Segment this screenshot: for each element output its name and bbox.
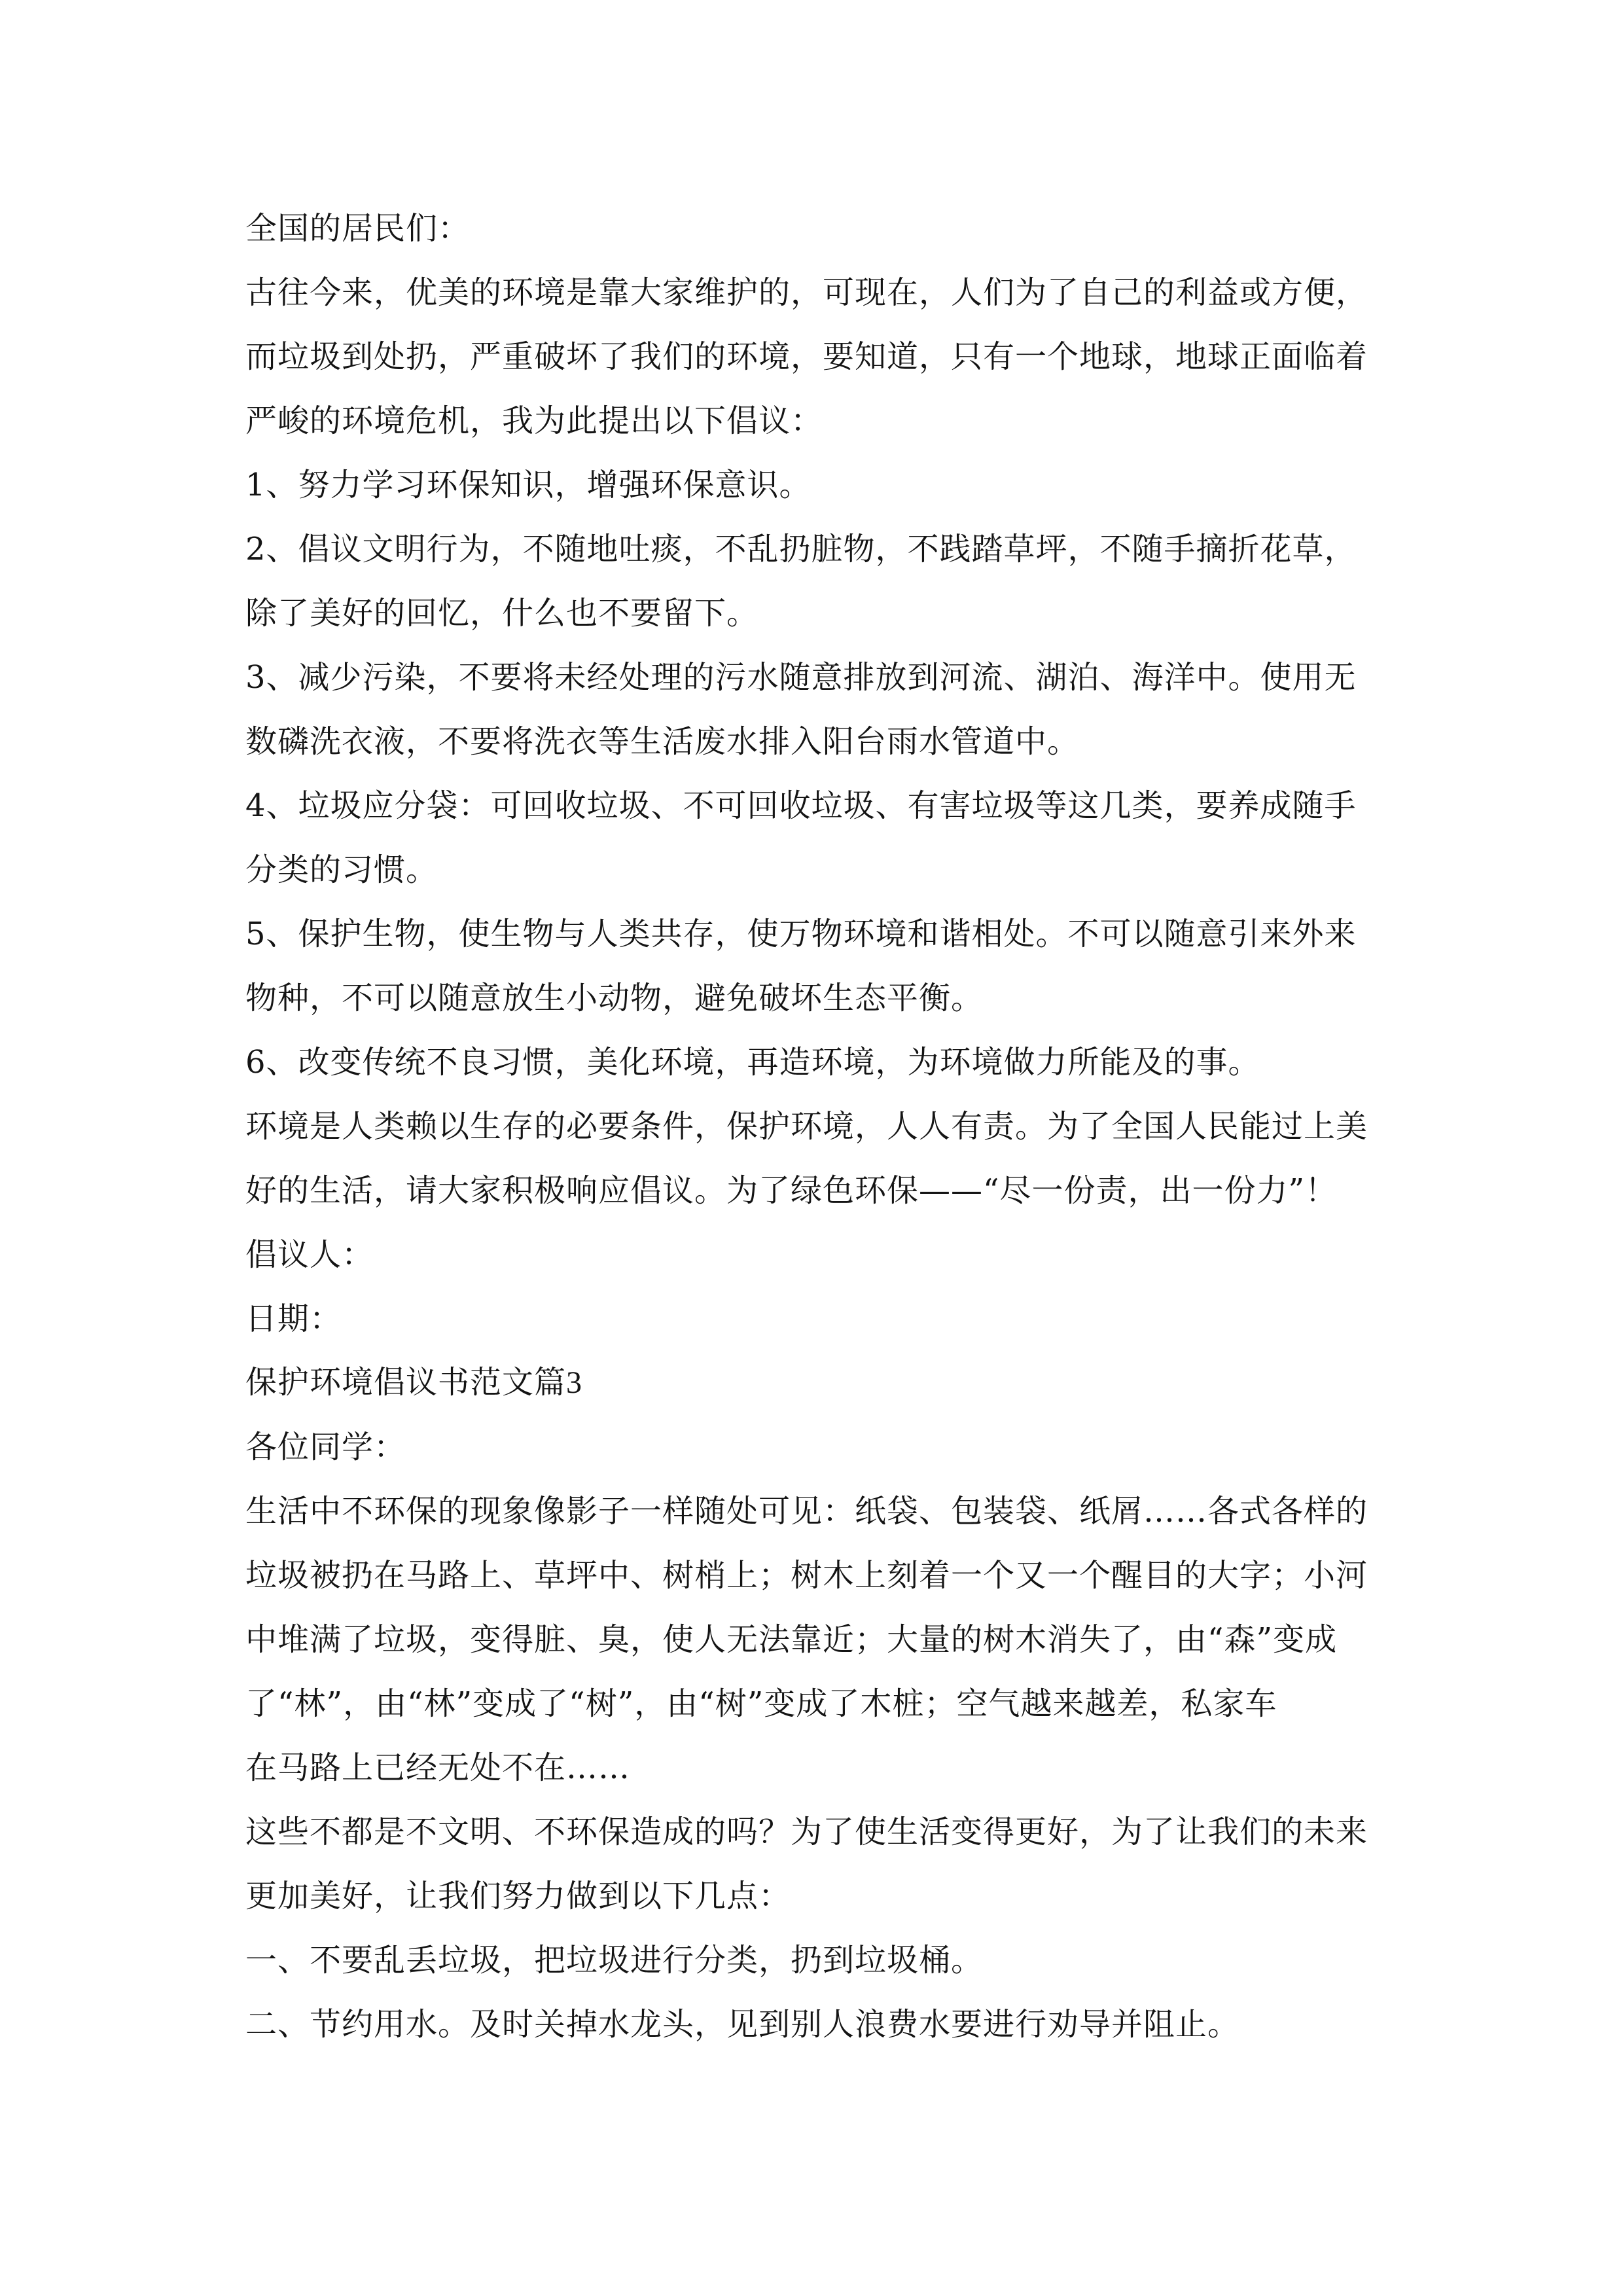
body-line: 而垃圾到处扔，严重破坏了我们的环境，要知道，只有一个地球，地球正面临着 bbox=[245, 338, 1368, 375]
greeting-line: 各位同学： bbox=[245, 1429, 406, 1465]
body-line: 更加美好，让我们努力做到以下几点： bbox=[245, 1878, 791, 1914]
body-line: 了“林”，由“林”变成了“树”，由“树”变成了木桩；空气越来越差，私家车 bbox=[245, 1685, 1277, 1722]
signature-label: 倡议人： bbox=[245, 1236, 374, 1273]
document-page bbox=[245, 196, 1397, 2056]
list-item: 5、保护生物，使生物与人类共存，使万物环境和谐相处。不可以随意引来外来 bbox=[245, 916, 1357, 952]
list-item: 6、改变传统不良习惯，美化环境，再造环境，为环境做力所能及的事。 bbox=[245, 1044, 1260, 1081]
list-item: 除了美好的回忆，什么也不要留下。 bbox=[245, 595, 759, 632]
list-item: 4、垃圾应分袋：可回收垃圾、不可回收垃圾、有害垃圾等这几类，要养成随手 bbox=[245, 787, 1357, 824]
list-item: 二、节约用水。及时关掉水龙头，见到别人浪费水要进行劝导并阻止。 bbox=[245, 2006, 1240, 2043]
date-label: 日期： bbox=[245, 1300, 342, 1337]
body-line: 古往今来，优美的环境是靠大家维护的，可现在，人们为了自己的利益或方便， bbox=[245, 274, 1368, 311]
body-line: 严峻的环境危机，我为此提出以下倡议： bbox=[245, 403, 823, 439]
body-line: 中堆满了垃圾，变得脏、臭，使人无法靠近；大量的树木消失了，由“森”变成 bbox=[245, 1621, 1338, 1658]
list-item: 1、努力学习环保知识，增强环保意识。 bbox=[245, 467, 812, 503]
body-line: 环境是人类赖以生存的必要条件，保护环境，人人有责。为了全国人民能过上美 bbox=[245, 1108, 1368, 1145]
body-line: 生活中不环保的现象像影子一样随处可见：纸袋、包装袋、纸屑……各式各样的 bbox=[245, 1493, 1368, 1530]
list-item: 2、倡议文明行为，不随地吐痰，不乱扔脏物，不践踏草坪，不随手摘折花草， bbox=[245, 531, 1357, 567]
greeting-line: 全国的居民们： bbox=[245, 210, 471, 247]
list-item: 数磷洗衣液，不要将洗衣等生活废水排入阳台雨水管道中。 bbox=[245, 723, 1080, 760]
body-line: 这些不都是不文明、不环保造成的吗？为了使生活变得更好，为了让我们的未来 bbox=[245, 1814, 1368, 1850]
list-item: 一、不要乱丢垃圾，把垃圾进行分类，扔到垃圾桶。 bbox=[245, 1942, 984, 1979]
list-item: 3、减少污染，不要将未经处理的污水随意排放到河流、湖泊、海洋中。使用无 bbox=[245, 659, 1357, 696]
list-item: 分类的习惯。 bbox=[245, 852, 438, 888]
body-line: 垃圾被扔在马路上、草坪中、树梢上；树木上刻着一个又一个醒目的大字；小河 bbox=[245, 1557, 1368, 1594]
body-line: 在马路上已经无处不在…… bbox=[245, 1749, 631, 1786]
list-item: 物种，不可以随意放生小动物，避免破坏生态平衡。 bbox=[245, 980, 984, 1016]
section-title: 保护环境倡议书范文篇3 bbox=[245, 1365, 583, 1400]
body-line: 好的生活，请大家积极响应倡议。为了绿色环保——“尽一份责，出一份力”！ bbox=[245, 1172, 1338, 1209]
